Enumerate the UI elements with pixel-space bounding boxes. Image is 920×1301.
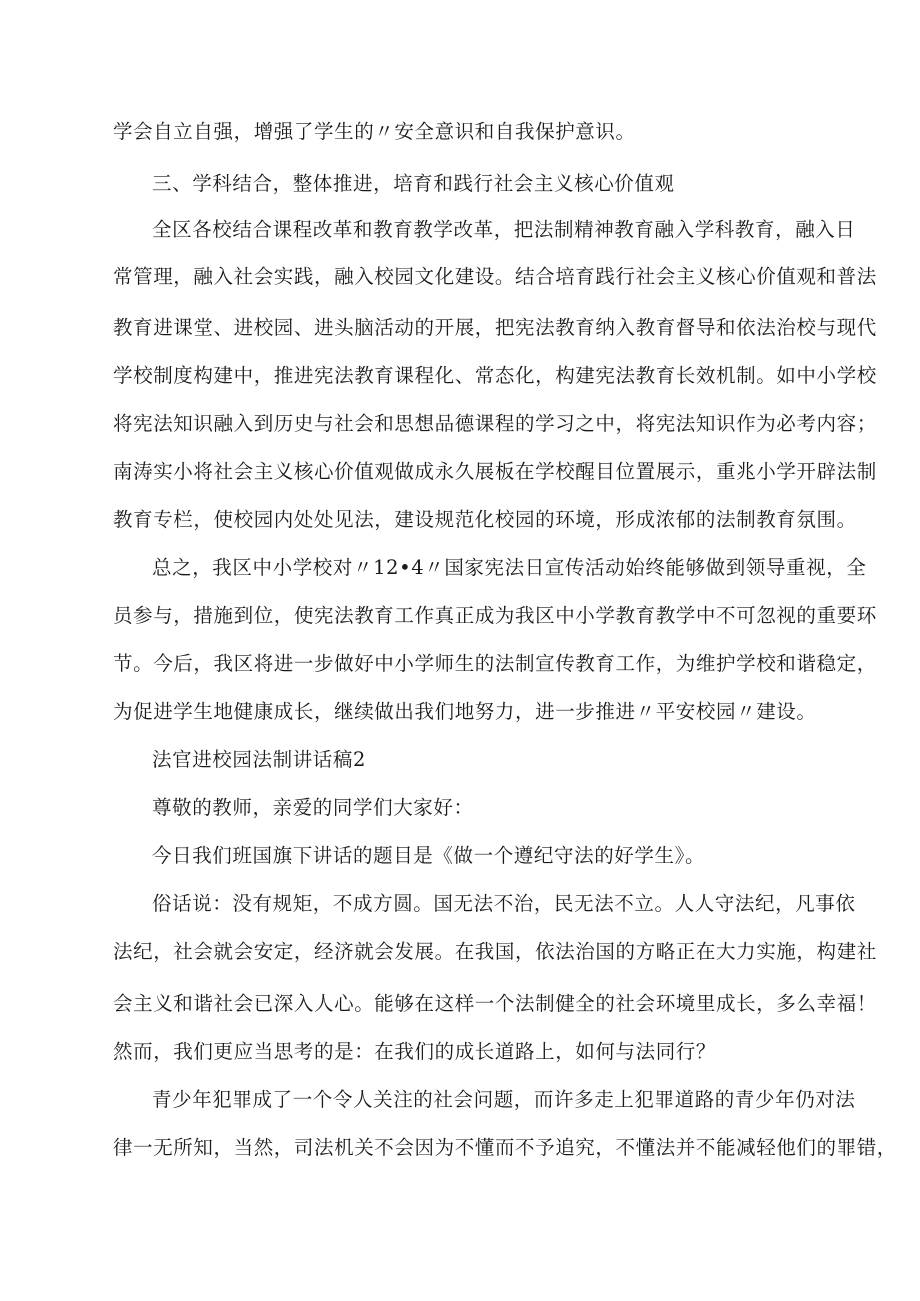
text-line: 常管理，融入社会实践，融入校园文化建设。结合培育践行社会主义核心价值观和普法 [113,265,877,288]
text-line: 全区各校结合课程改革和教育教学改革，把法制精神教育融入学科教育，融入日 [152,218,856,241]
text-line: 法纪，社会就会安定，经济就会发展。在我国，依法治国的方略正在大力实施，构建社 [113,940,877,963]
text-line: 律一无所知，当然，司法机关不会因为不懂而不予追究，不懂法并不能减轻他们的罪错， [113,1136,897,1159]
text-line: 俗话说：没有规矩，不成方圆。国无法不治，民无法不立。人人守法纪，凡事依 [152,892,856,915]
text-line: 员参与，措施到位，使宪法教育工作真正成为我区中小学教育教学中不可忽视的重要环 [113,604,877,627]
section-heading: 三、学科结合，整体推进，培育和践行社会主义核心价值观 [152,172,675,195]
text-line: 今日我们班国旗下讲话的题目是《做一个遵纪守法的好学生》。 [152,844,706,867]
text-line: 为促进学生地健康成长，继续做出我们地努力，进一步推进〃平安校园〃建设。 [113,700,817,723]
text-line: 教育进课堂、进校园、进头脑活动的开展，把宪法教育纳入教育督导和依法治校与现代 [113,316,877,339]
text-line: 学会自立自强，增强了学生的〃安全意识和自我保护意识。 [113,120,636,143]
text-line: 节。今后，我区将进一步做好中小学师生的法制宣传教育工作，为维护学校和谐稳定， [113,652,877,675]
text-line: 青少年犯罪成了一个令人关注的社会问题，而许多走上犯罪道路的青少年仍对法 [152,1088,856,1111]
text-line: 会主义和谐社会已深入人心。能够在这样一个法制健全的社会环境里成长，多么幸福！ [113,992,877,1015]
text-line: 学校制度构建中，推进宪法教育课程化、常态化，构建宪法教育长效机制。如中小学校 [113,364,877,387]
text-line: 将宪法知识融入到历史与社会和思想品德课程的学习之中，将宪法知识作为必考内容； [113,412,877,435]
text-line: 总之，我区中小学校对〃12•4〃国家宪法日宣传活动始终能够做到领导重视，全 [152,556,867,579]
speech-title: 法官进校园法制讲话稿2 [152,748,367,771]
text-line: 南涛实小将社会主义核心价值观做成永久展板在学校醒目位置展示，重兆小学开辟法制 [113,460,877,483]
greeting: 尊敬的教师，亲爱的同学们大家好： [152,796,474,819]
text-line: 教育专栏，使校园内处处见法，建设规范化校园的环境，形成浓郁的法制教育氛围。 [113,508,857,531]
text-line: 然而，我们更应当思考的是：在我们的成长道路上，如何与法同行？ [113,1040,717,1063]
